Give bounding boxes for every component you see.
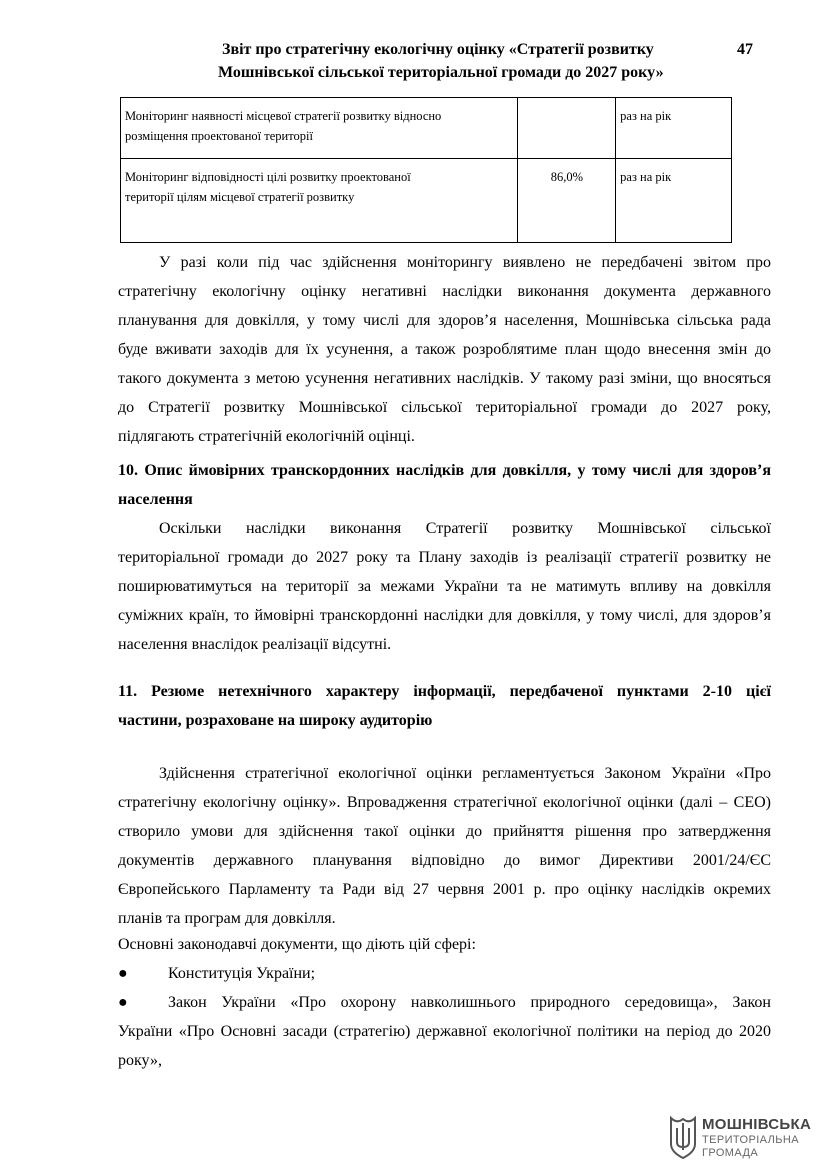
indicator-cell: Моніторинг наявності місцевої стратегії розвитку відносно розміщення проектованої території <box>121 98 518 159</box>
frequency-cell: раз на рік <box>616 159 732 243</box>
section-11-heading-cont: частини, розраховане на широку аудиторію <box>118 712 433 729</box>
community-logo <box>668 1112 813 1162</box>
table-row <box>121 159 732 243</box>
report-title-line1: Звіт про стратегічну екологічну оцінку «Стратегії розвитку <box>222 41 654 58</box>
logo-title: МОШНІВСЬКА <box>702 1116 812 1133</box>
frequency-cell: раз на рік <box>616 98 732 159</box>
monitoring-table <box>120 97 732 243</box>
section-10-heading: 10. Опис ймовірних транскордонних наслідків для довкілля, у тому числі для здоров’я <box>118 462 771 479</box>
table-row <box>121 98 732 159</box>
value-cell <box>517 98 615 159</box>
page-number: 47 <box>737 41 753 58</box>
list-item: ● Конституція України; <box>118 959 771 988</box>
value-cell: 86,0% <box>517 159 615 243</box>
trident-icon <box>668 1114 698 1160</box>
indicator-cell: Моніторинг відповідності цілі розвитку проектованої території цілям місцевої стратегії розвитку <box>121 159 518 243</box>
report-title-line2: Мошнівської сільської територіальної громади до 2027 року» <box>218 64 664 81</box>
section-11-heading: 11. Резюме нетехнічного характеру інформації, передбаченої пунктами 2-10 цієї <box>118 683 771 700</box>
section-10-heading-cont: населення <box>118 491 193 508</box>
bullet-icon: ● <box>118 965 128 982</box>
logo-subtitle-2: ГРОМАДА <box>702 1147 759 1159</box>
legal-docs-intro: Основні законодавчі документи, що діють цій сфері: <box>118 936 476 953</box>
logo-subtitle: ТЕРИТОРІАЛЬНА <box>702 1134 799 1146</box>
bullet-icon: ● <box>118 994 128 1011</box>
